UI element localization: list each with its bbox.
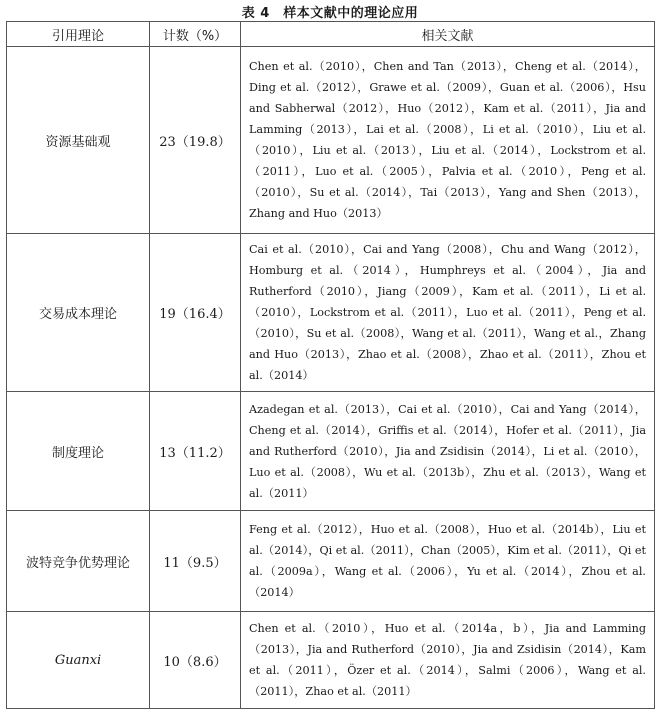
header-row: [7, 22, 655, 47]
table-row: [7, 392, 655, 511]
theory-cell: Guanxi: [7, 612, 150, 709]
refs-cell: Chen et al.（2010），Chen and Tan（2013），Cheng et al.（2014），Ding et al.（2012），Grawe et al.（2009），Guan et al.（2006），Hsu and Sabherwal（2012），Huo（2012），Kam et al.（2011），Jia and Lamming（2013），Lai et al.（2008），Li et al.（2010），Liu et al.（2010），Liu et al.（2013），Liu et al.（2014），Lockstrom et al.（2011），Luo et al.（2005），Palvia et al.（2010），Peng et al.（2010），Su et al.（2014），Tai（2013），Yang and Shen（2013），Zhang and Huo（2013）: [241, 47, 655, 234]
table-row: [7, 612, 655, 709]
theory-table: [6, 21, 655, 709]
count-cell: 13（11.2）: [150, 392, 241, 511]
refs-cell: Cai et al.（2010），Cai and Yang（2008），Chu and Wang（2012），Homburg et al.（2014），Humphreys et al.（2004），Jia and Rutherford（2010），Jiang（2009），Kam et al.（2011），Li et al.（2010），Lockstrom et al.（2011），Luo et al.（2011），Peng et al.（2010），Su et al.（2008），Wang et al.（2011），Wang et al.，Zhang and Huo（2013），Zhao et al.（2008），Zhao et al.（2011），Zhou et al.（2014）: [241, 234, 655, 392]
table-caption: 表 4 样本文献中的理论应用: [241, 6, 419, 21]
header-refs: 相关文献: [241, 22, 655, 47]
refs-cell: Chen et al.（2010），Huo et al.（2014a，b），Jia and Lamming（2013），Jia and Rutherford（2010），Jia and Zsidisin（2014），Kam et al.（2011），Özer et al.（2014），Salmi（2006），Wang et al.（2011），Zhao et al.（2011）: [241, 612, 655, 709]
table-row: [7, 47, 655, 234]
count-cell: 23（19.8）: [150, 47, 241, 234]
header-count: 计数（%）: [150, 22, 241, 47]
count-cell: 10（8.6）: [150, 612, 241, 709]
refs-cell: Feng et al.（2012），Huo et al.（2008），Huo et al.（2014b），Liu et al.（2014），Qi et al.（2011），Chan（2005），Kim et al.（2011），Qi et al.（2009a），Wang et al.（2006），Yu et al.（2014），Zhou et al.（2014）: [241, 511, 655, 612]
theory-cell: 资源基础观: [7, 47, 150, 234]
theory-cell: 交易成本理论: [7, 234, 150, 392]
table-row: [7, 511, 655, 612]
theory-cell: 波特竞争优势理论: [7, 511, 150, 612]
theory-cell: 制度理论: [7, 392, 150, 511]
count-cell: 19（16.4）: [150, 234, 241, 392]
refs-cell: Azadegan et al.（2013），Cai et al.（2010），Cai and Yang（2014），Cheng et al.（2014），Griffis et al.（2014），Hofer et al.（2011），Jia and Rutherford（2010），Jia and Zsidisin（2014），Li et al.（2010），Luo et al.（2008），Wu et al.（2013b），Zhu et al.（2013），Wang et al.（2011）: [241, 392, 655, 511]
count-cell: 11（9.5）: [150, 511, 241, 612]
table-row: [7, 234, 655, 392]
header-theory: 引用理论: [7, 22, 150, 47]
